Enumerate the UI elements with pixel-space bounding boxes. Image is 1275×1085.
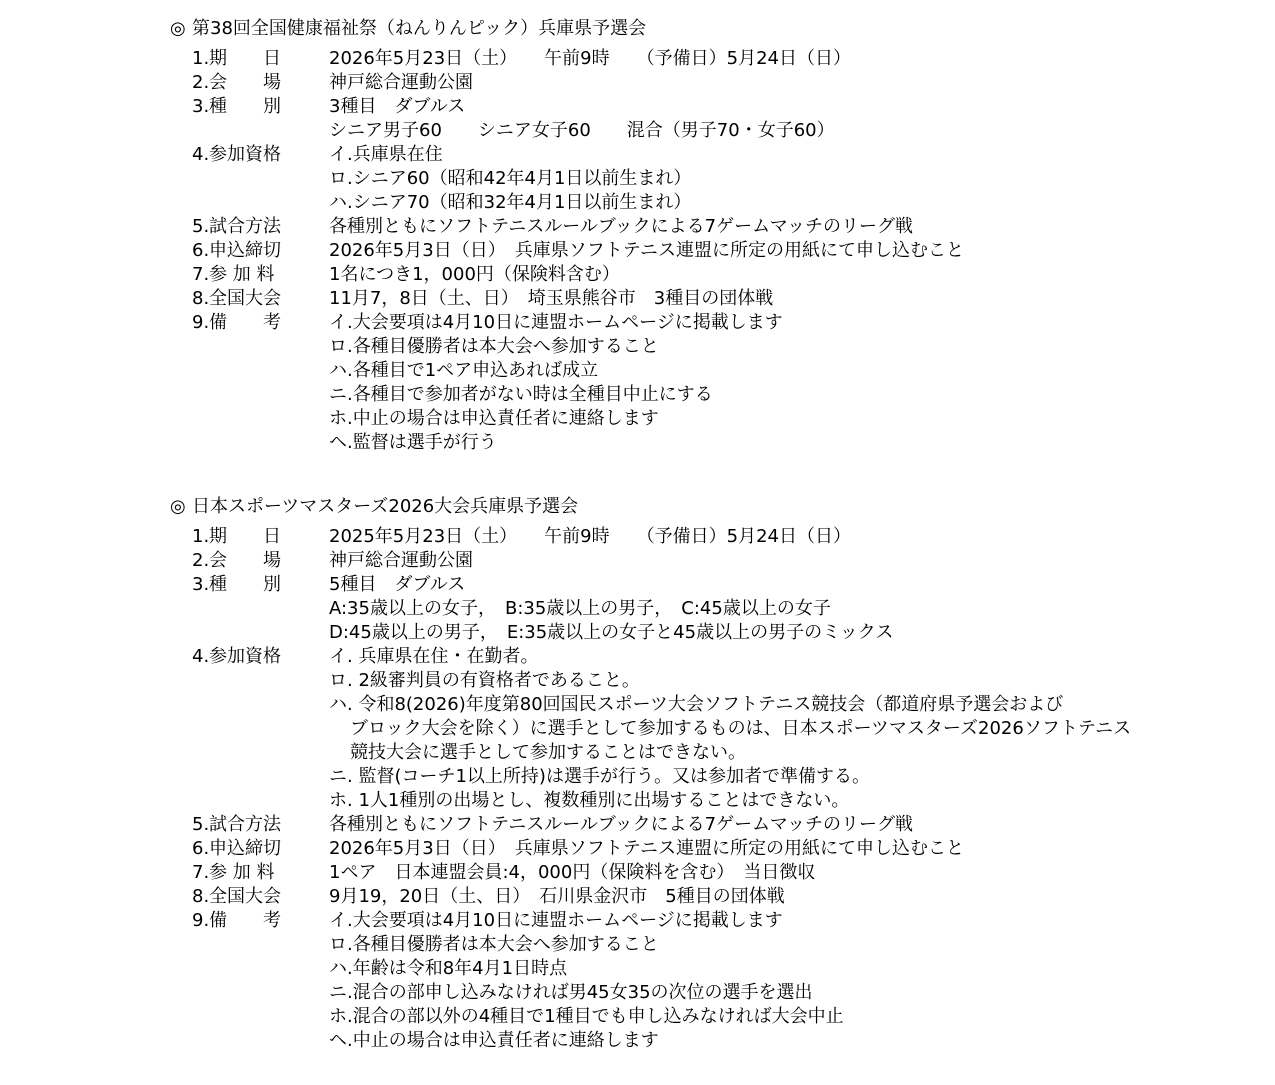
item-number: 7.: [192, 862, 210, 883]
item-label: 種 別: [209, 96, 281, 117]
item-label: 期 日: [209, 48, 281, 69]
numbered-item-row: [0, 645, 1275, 813]
numbered-item-row: [0, 549, 1275, 573]
section-title-text: 第38回全国健康福祉祭（ねんりんピック）兵庫県予選会: [192, 18, 647, 39]
numbered-item-row: [0, 885, 1275, 909]
numbered-item-row: [0, 263, 1275, 287]
item-label: 備 考: [209, 910, 281, 931]
text-line: イ.兵庫県在住: [329, 144, 443, 165]
numbered-item-row: [0, 239, 1275, 263]
numbered-item-row: [0, 215, 1275, 239]
text-line: A:35歳以上の女子， B:35歳以上の男子， C:45歳以上の女子: [329, 598, 831, 619]
text-line: 3種目 ダブルス: [329, 96, 466, 117]
item-content: [329, 263, 1275, 287]
item-content: [329, 549, 1275, 573]
text-line: ハ.シニア70（昭和32年4月1日以前生まれ）: [329, 192, 692, 213]
text-line: 2025年5月23日（土） 午前9時 （予備日）5月24日（日）: [329, 526, 851, 547]
text-line: ニ. 監督(コーチ1以上所持)は選手が行う。又は参加者で準備する。: [329, 766, 870, 787]
item-label: 申込締切: [209, 838, 281, 859]
item-label: 全国大会: [209, 886, 281, 907]
item-number: 8.: [192, 288, 210, 309]
text-line: ロ.シニア60（昭和42年4月1日以前生まれ）: [329, 168, 692, 189]
double-circle-bullet-icon: ◎: [170, 496, 186, 517]
text-line: 各種別ともにソフトテニスルールブックによる7ゲームマッチのリーグ戦: [329, 216, 914, 237]
numbered-item-row: [0, 909, 1275, 1053]
item-label: 申込締切: [209, 240, 281, 261]
numbered-item-row: [0, 311, 1275, 455]
text-line: ホ.中止の場合は申込責任者に連絡します: [329, 408, 659, 429]
item-number: 1.: [192, 48, 210, 69]
text-line: ホ.混合の部以外の4種目で1種目でも申し込みなければ大会中止: [329, 1006, 844, 1027]
item-content: [329, 525, 1275, 549]
item-number: 1.: [192, 526, 210, 547]
text-line: ハ. 令和8(2026)年度第80回国民スポーツ大会ソフトテニス競技会（都道府県予選会および: [329, 694, 1064, 715]
item-label: 参 加 料: [209, 264, 275, 285]
numbered-item-row: [0, 861, 1275, 885]
item-content: [329, 311, 1275, 455]
numbered-item-row: [0, 287, 1275, 311]
section-title: [0, 17, 1275, 41]
text-line: 9月19，20日（土、日） 石川県金沢市 5種目の団体戦: [329, 886, 785, 907]
text-line: イ.大会要項は4月10日に連盟ホームページに掲載します: [329, 312, 783, 333]
item-number: 5.: [192, 216, 210, 237]
text-line: 1ペア 日本連盟会員:4，000円（保険料を含む） 当日徴収: [329, 862, 816, 883]
item-number: 3.: [192, 574, 210, 595]
text-line: ロ.各種目優勝者は本大会へ参加すること: [329, 336, 659, 357]
text-line: D:45歳以上の男子， E:35歳以上の女子と45歳以上の男子のミックス: [329, 622, 894, 643]
text-line: 競技大会に選手として参加することはできない。: [350, 742, 746, 763]
item-label: 期 日: [209, 526, 281, 547]
item-content: [329, 95, 1275, 143]
item-label: 参加資格: [209, 646, 281, 667]
numbered-item-row: [0, 71, 1275, 95]
text-line: ブロック大会を除く）に選手として参加するものは、日本スポーツマスターズ2026ソフトテニス: [350, 718, 1132, 739]
item-number: 9.: [192, 910, 210, 931]
item-label: 参 加 料: [209, 862, 275, 883]
text-line: 2026年5月3日（日） 兵庫県ソフトテニス連盟に所定の用紙にて申し込むこと: [329, 838, 964, 859]
item-content: [329, 573, 1275, 645]
item-number: 4.: [192, 646, 210, 667]
text-line: 各種別ともにソフトテニスルールブックによる7ゲームマッチのリーグ戦: [329, 814, 914, 835]
text-line: ハ.各種目で1ペア申込あれば成立: [329, 360, 599, 381]
item-label: 試合方法: [209, 216, 281, 237]
section-body: [0, 525, 1275, 1053]
item-content: [329, 287, 1275, 311]
text-line: ヘ.中止の場合は申込責任者に連絡します: [329, 1030, 659, 1051]
item-label: 会 場: [209, 550, 281, 571]
text-line: ニ.混合の部申し込みなければ男45女35の次位の選手を選出: [329, 982, 813, 1003]
tournament-section: [0, 495, 1275, 1053]
numbered-item-row: [0, 525, 1275, 549]
text-line: 神戸総合運動公園: [329, 72, 473, 93]
text-line: ロ.各種目優勝者は本大会へ参加すること: [329, 934, 659, 955]
item-number: 8.: [192, 886, 210, 907]
section-body: [0, 47, 1275, 455]
numbered-item-row: [0, 95, 1275, 143]
item-content: [329, 239, 1275, 263]
section-title: [0, 495, 1275, 519]
item-content: [329, 909, 1275, 1053]
text-line: 2026年5月3日（日） 兵庫県ソフトテニス連盟に所定の用紙にて申し込むこと: [329, 240, 964, 261]
item-label: 備 考: [209, 312, 281, 333]
text-line: ロ. 2級審判員の有資格者であること。: [329, 670, 640, 691]
item-number: 2.: [192, 72, 210, 93]
item-number: 6.: [192, 838, 210, 859]
item-number: 5.: [192, 814, 210, 835]
item-label: 試合方法: [209, 814, 281, 835]
section-title-text: 日本スポーツマスターズ2026大会兵庫県予選会: [192, 496, 579, 517]
numbered-item-row: [0, 837, 1275, 861]
item-content: [329, 813, 1275, 837]
text-line: 11月7，8日（土、日） 埼玉県熊谷市 3種目の団体戦: [329, 288, 774, 309]
text-line: ホ. 1人1種別の出場とし、複数種別に出場することはできない。: [329, 790, 850, 811]
item-number: 6.: [192, 240, 210, 261]
numbered-item-row: [0, 813, 1275, 837]
item-number: 4.: [192, 144, 210, 165]
text-line: 5種目 ダブルス: [329, 574, 466, 595]
item-label: 全国大会: [209, 288, 281, 309]
numbered-item-row: [0, 573, 1275, 645]
item-content: [329, 885, 1275, 909]
text-line: ヘ.監督は選手が行う: [329, 432, 497, 453]
text-line: 2026年5月23日（土） 午前9時 （予備日）5月24日（日）: [329, 48, 851, 69]
item-content: [329, 47, 1275, 71]
item-content: [329, 837, 1275, 861]
item-content: [329, 861, 1275, 885]
numbered-item-row: [0, 143, 1275, 215]
tournament-section: [0, 0, 1275, 455]
item-content: [329, 215, 1275, 239]
text-line: イ. 兵庫県在住・在勤者。: [329, 646, 539, 667]
numbered-item-row: [0, 47, 1275, 71]
item-number: 2.: [192, 550, 210, 571]
item-number: 9.: [192, 312, 210, 333]
text-line: シニア男子60 シニア女子60 混合（男子70・女子60）: [329, 120, 835, 141]
item-content: [329, 143, 1275, 215]
text-line: イ.大会要項は4月10日に連盟ホームページに掲載します: [329, 910, 783, 931]
item-label: 参加資格: [209, 144, 281, 165]
text-line: 神戸総合運動公園: [329, 550, 473, 571]
double-circle-bullet-icon: ◎: [170, 18, 186, 39]
item-number: 3.: [192, 96, 210, 117]
text-line: ニ.各種目で参加者がない時は全種目中止にする: [329, 384, 713, 405]
text-line: ハ.年齢は令和8年4月1日時点: [329, 958, 568, 979]
item-content: [329, 645, 1275, 813]
item-content: [329, 71, 1275, 95]
item-number: 7.: [192, 264, 210, 285]
item-label: 種 別: [209, 574, 281, 595]
text-line: 1名につき1，000円（保険料含む）: [329, 264, 620, 285]
item-label: 会 場: [209, 72, 281, 93]
